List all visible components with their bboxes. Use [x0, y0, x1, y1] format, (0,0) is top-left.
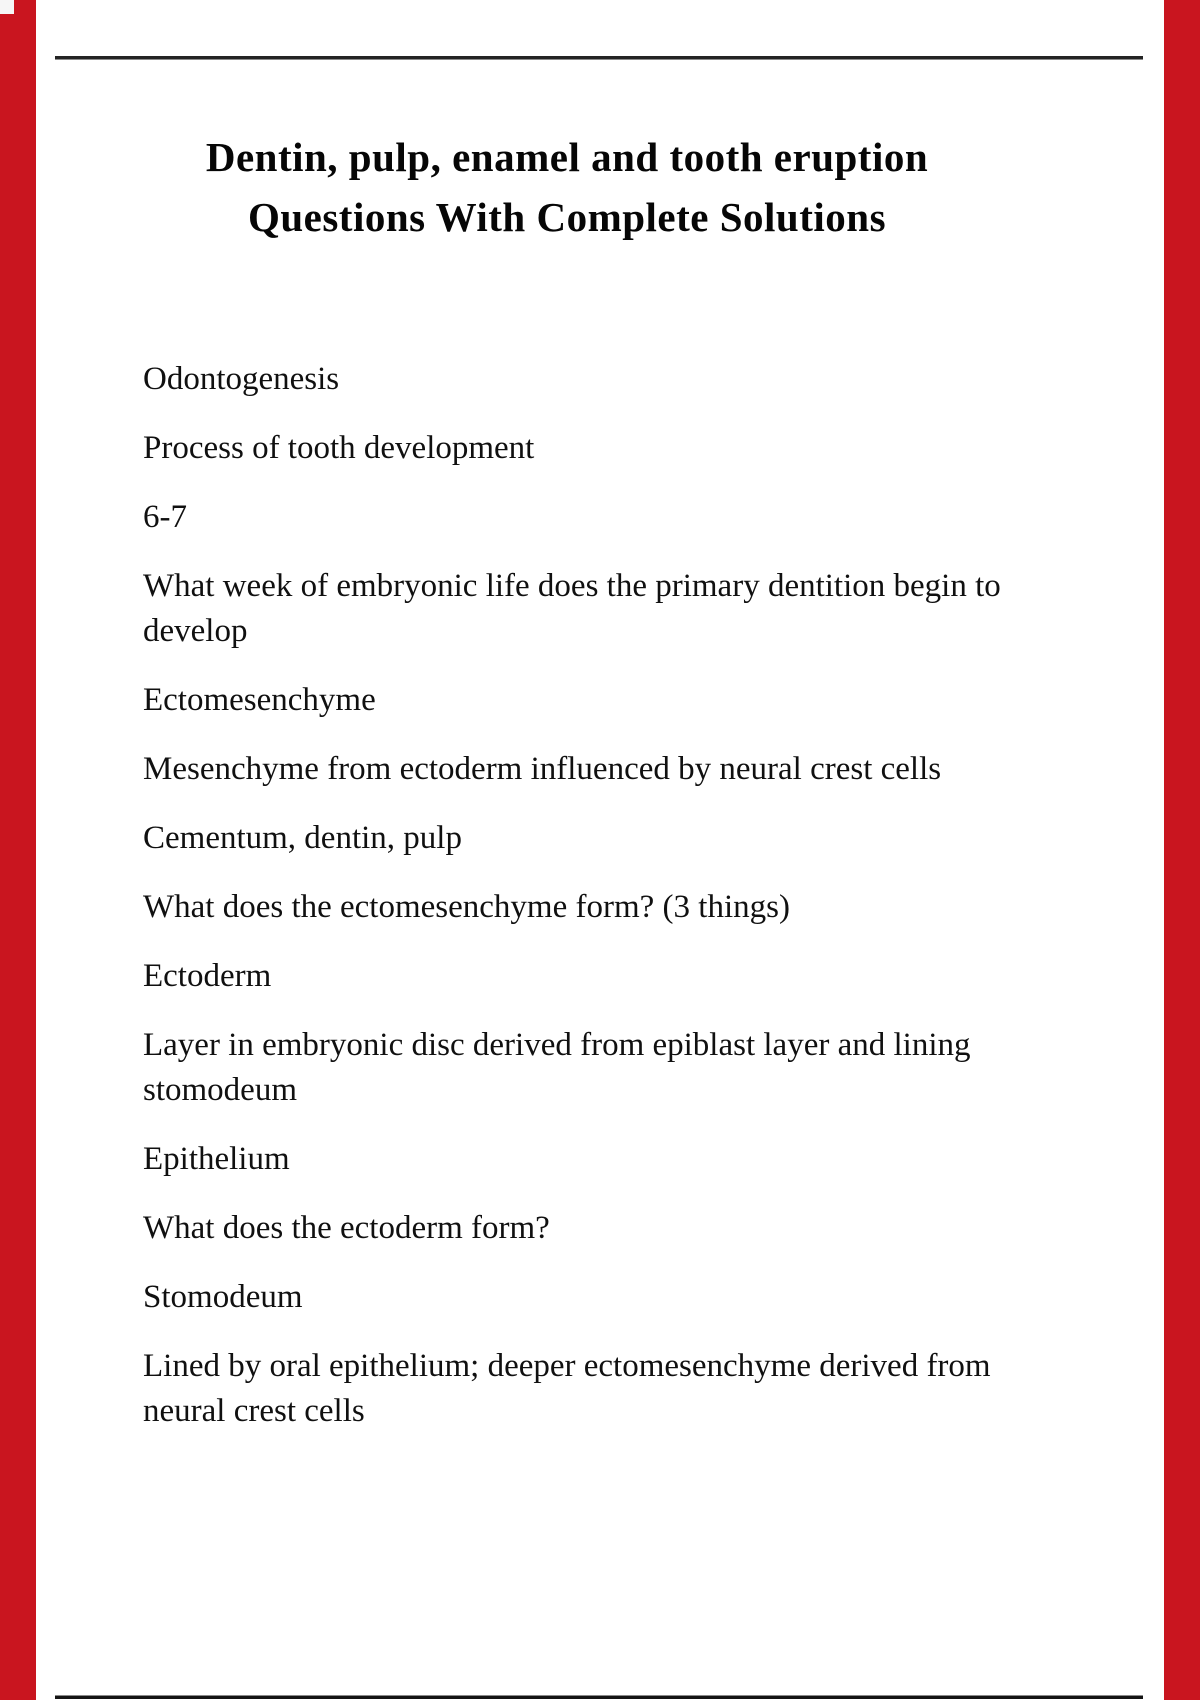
document-paragraph	[143, 678, 1153, 723]
document-paragraph	[143, 1137, 1153, 1182]
paragraph-line: What does the ectoderm form?	[143, 1210, 550, 1246]
paragraph-line: Ectoderm	[143, 958, 272, 994]
paragraph-line: stomodeum	[143, 1072, 297, 1108]
document-paragraph	[143, 1023, 1153, 1113]
top-divider-line	[55, 56, 1143, 60]
document-title	[143, 127, 991, 247]
document-body	[143, 357, 1153, 1458]
paragraph-line: What does the ectomesenchyme form? (3 things)	[143, 889, 790, 925]
document-paragraph	[143, 1275, 1153, 1320]
paragraph-line: 6-7	[143, 499, 187, 535]
paragraph-line: Process of tooth development	[143, 430, 535, 466]
document-paragraph	[143, 495, 1153, 540]
paragraph-line: Stomodeum	[143, 1279, 303, 1315]
document-paragraph	[143, 816, 1153, 861]
left-page-edge-bar	[0, 0, 36, 1700]
document-paragraph	[143, 1206, 1153, 1251]
document-paragraph	[143, 885, 1153, 930]
paragraph-line: Epithelium	[143, 1141, 290, 1177]
paragraph-line: Cementum, dentin, pulp	[143, 820, 462, 856]
paragraph-line: Lined by oral epithelium; deeper ectomesenchyme derived from	[143, 1348, 991, 1384]
bottom-divider-line	[55, 1695, 1143, 1699]
paragraph-line: What week of embryonic life does the primary dentition begin to	[143, 568, 1001, 604]
document-paragraph	[143, 357, 1153, 402]
paragraph-line: Odontogenesis	[143, 361, 340, 397]
document-title-line2: Questions With Complete Solutions	[247, 194, 887, 240]
paragraph-line: neural crest cells	[143, 1393, 365, 1429]
document-paragraph	[143, 426, 1153, 471]
paragraph-line: Mesenchyme from ectoderm influenced by neural crest cells	[143, 751, 942, 787]
document-paragraph	[143, 1344, 1153, 1434]
document-title-line1: Dentin, pulp, enamel and tooth eruption	[205, 134, 929, 180]
document-paragraph	[143, 954, 1153, 999]
paragraph-line: develop	[143, 613, 248, 649]
paragraph-line: Ectomesenchyme	[143, 682, 376, 718]
paragraph-line: Layer in embryonic disc derived from epiblast layer and lining	[143, 1027, 971, 1063]
top-left-corner-notch	[0, 0, 14, 14]
document-paragraph	[143, 747, 1153, 792]
document-paragraph	[143, 564, 1153, 654]
right-page-edge-bar	[1164, 0, 1200, 1700]
